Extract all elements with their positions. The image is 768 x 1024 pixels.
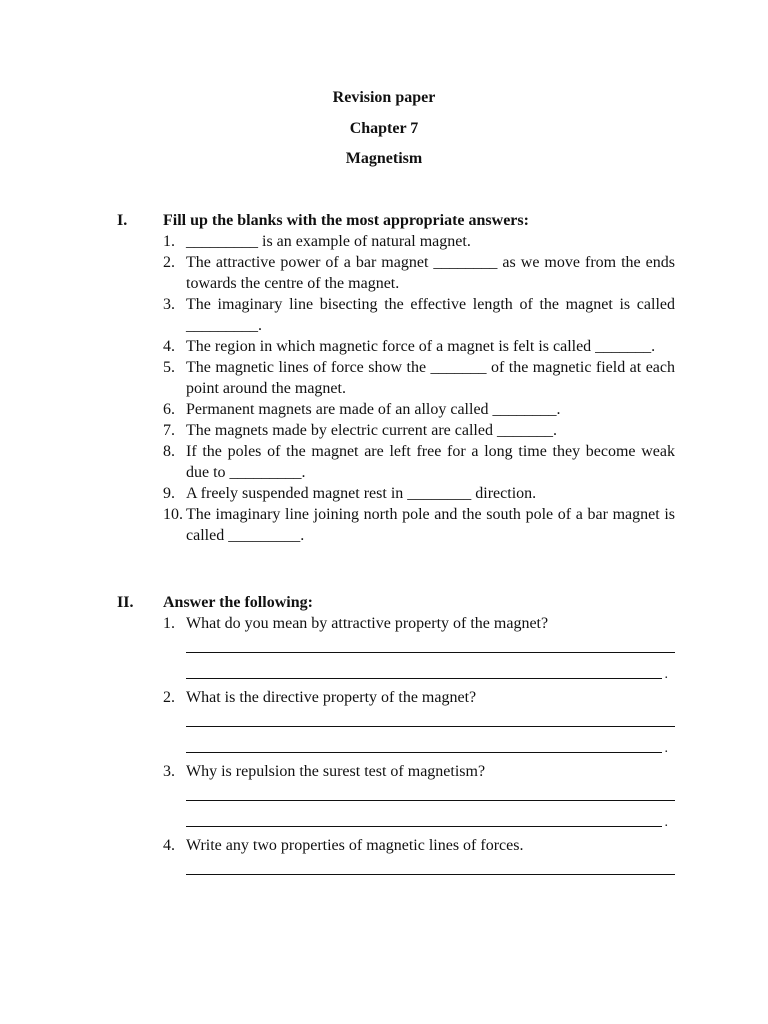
list-item (163, 504, 675, 546)
question-number: 3. (163, 296, 175, 313)
question-text: The magnets made by electric current are called _______. (186, 422, 557, 439)
question-number: 8. (163, 443, 175, 460)
question-text: The attractive power of a bar magnet ________ as we move from the ends towards the centre of the magnet. (186, 254, 675, 292)
line-end-mark: . (664, 667, 668, 682)
list-item (163, 613, 675, 634)
list-item (163, 483, 675, 504)
list-item (163, 420, 675, 441)
question-number: 10. (163, 506, 183, 523)
question-number: 1. (163, 233, 175, 250)
question-number: 5. (163, 359, 175, 376)
question-text: A freely suspended magnet rest in ________ direction. (186, 485, 537, 502)
list-item (163, 294, 675, 336)
question-text: The region in which magnetic force of a magnet is felt is called _______. (186, 338, 656, 355)
list-item (163, 399, 675, 420)
question-number: 2. (163, 689, 175, 706)
question-text: Write any two properties of magnetic lines of forces. (186, 837, 524, 854)
fill-blanks-list (163, 231, 675, 546)
line-end-mark: . (664, 741, 668, 756)
answer-questions-list (163, 613, 675, 875)
list-item (163, 687, 675, 708)
question-text: The imaginary line joining north pole and the south pole of a bar magnet is called _________. (186, 506, 675, 544)
question-number: 4. (163, 837, 175, 854)
question-text: The imaginary line bisecting the effective length of the magnet is called _________. (186, 296, 675, 334)
question-text: _________ is an example of natural magnet. (186, 233, 471, 250)
list-item (163, 441, 675, 483)
question-text: What is the directive property of the magnet? (186, 689, 477, 706)
chapter-heading: Chapter 7 (349, 120, 419, 137)
list-item (163, 835, 675, 856)
answer-line[interactable] (186, 808, 668, 830)
list-item (163, 761, 675, 782)
question-number: 6. (163, 401, 175, 418)
answer-line[interactable] (186, 782, 675, 801)
question-number: 4. (163, 338, 175, 355)
question-text: What do you mean by attractive property of the magnet? (186, 615, 549, 632)
question-text: If the poles of the magnet are left free for a long time they become weak due to _________. (186, 443, 675, 481)
list-item (163, 336, 675, 357)
section-title: Fill up the blanks with the most appropriate answers: (163, 212, 529, 229)
topic-heading: Magnetism (345, 150, 423, 167)
question-text: Permanent magnets are made of an alloy called ________. (186, 401, 561, 418)
question-number: 2. (163, 254, 175, 271)
section-number: II. (117, 594, 134, 611)
question-number: 3. (163, 763, 175, 780)
document-title: Revision paper (332, 89, 436, 106)
list-item (163, 357, 675, 399)
answer-line[interactable] (186, 708, 675, 727)
question-number: 1. (163, 615, 175, 632)
question-number: 7. (163, 422, 175, 439)
answer-line[interactable] (186, 734, 668, 756)
answer-line[interactable] (186, 634, 675, 653)
line-end-mark: . (664, 815, 668, 830)
list-item (163, 231, 675, 252)
section-number: I. (117, 212, 128, 229)
answer-line[interactable] (186, 660, 668, 682)
answer-line[interactable] (186, 856, 675, 875)
question-text: The magnetic lines of force show the _______ of the magnetic field at each point around the magnet. (186, 359, 675, 397)
list-item (163, 252, 675, 294)
section-title: Answer the following: (163, 594, 313, 611)
question-text: Why is repulsion the surest test of magnetism? (186, 763, 486, 780)
question-number: 9. (163, 485, 175, 502)
